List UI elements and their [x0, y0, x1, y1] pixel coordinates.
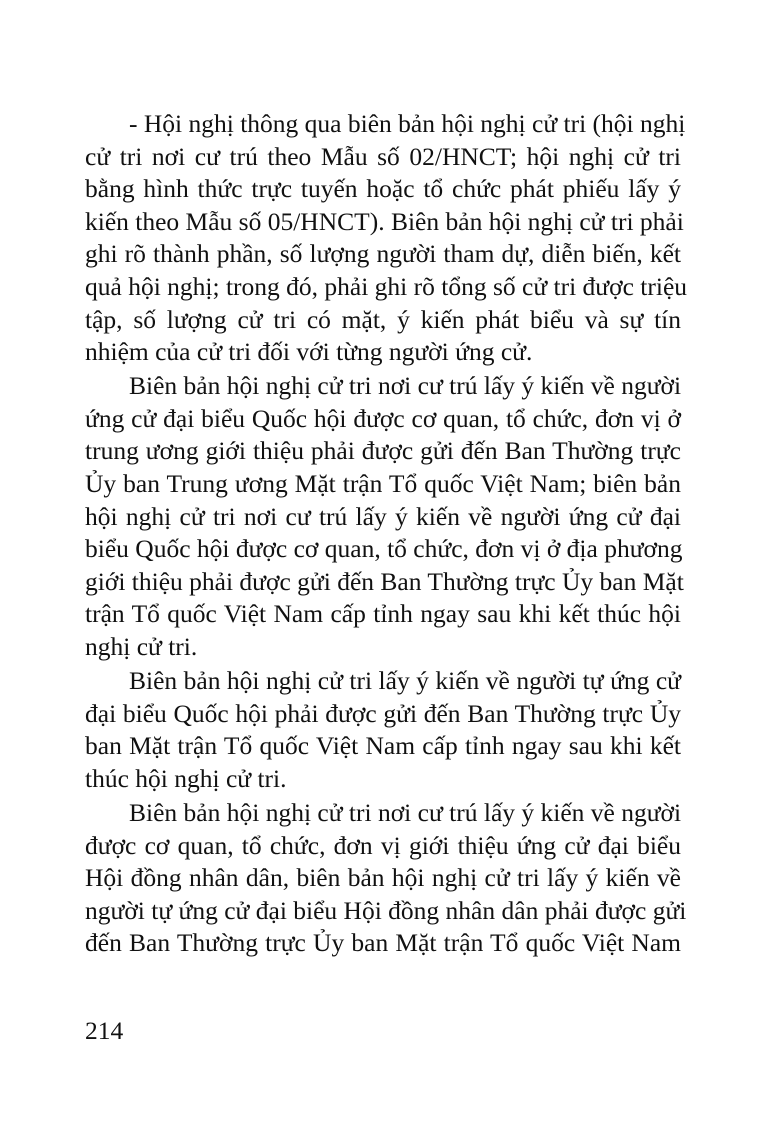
text-line: đại biểu Quốc hội phải được gửi đến Ban Thường trực Ủy [85, 698, 681, 728]
text-line: trận Tổ quốc Việt Nam cấp tỉnh ngay sau khi kết thúc hội [85, 599, 681, 629]
text-line: ứng cử đại biểu Quốc hội được cơ quan, tổ chức, đơn vị ở [85, 403, 681, 433]
paragraph [85, 108, 688, 369]
text-line: hội nghị cử tri nơi cư trú lấy ý kiến về người ứng cử đại [85, 501, 681, 531]
paragraph [85, 370, 684, 663]
text-line: Hội đồng nhân dân, biên bản hội nghị cử tri lấy ý kiến về [85, 863, 681, 893]
text-line: Biên bản hội nghị cử tri nơi cư trú lấy ý kiến về người [129, 797, 682, 827]
body-text [85, 108, 688, 961]
text-line: Ủy ban Trung ương Mặt trận Tổ quốc Việt Nam; biên bản [85, 469, 681, 499]
text-line: nghị cử tri. [85, 632, 198, 661]
text-line: tập, số lượng cử tri có mặt, ý kiến phát biểu và sự tín [85, 304, 681, 334]
text-line: cử tri nơi cư trú theo Mẫu số 02/HNCT; hội nghị cử tri [85, 141, 681, 171]
text-line: Biên bản hội nghị cử tri lấy ý kiến về người tự ứng cử [129, 666, 681, 696]
text-line: kiến theo Mẫu số 05/HNCT). Biên bản hội nghị cử tri phải [85, 206, 684, 236]
text-line: đến Ban Thường trực Ủy ban Mặt trận Tổ quốc Việt Nam [85, 928, 681, 958]
text-line: ghi rõ thành phần, số lượng người tham dự, diễn biến, kết [85, 239, 681, 269]
text-line: thúc hội nghị cử tri. [85, 763, 287, 793]
text-line: nhiệm của cử tri đối với từng người ứng cử. [85, 337, 533, 367]
text-line: - Hội nghị thông qua biên bản hội nghị cử tri (hội nghị [129, 109, 686, 138]
text-line: được cơ quan, tổ chức, đơn vị giới thiệu ứng cử đại biểu [85, 830, 681, 860]
page-number: 214 [85, 1016, 124, 1045]
text-line: quả hội nghị; trong đó, phải ghi rõ tổng số cử tri được triệu [85, 271, 688, 301]
paragraph [85, 797, 687, 960]
text-line: Biên bản hội nghị cử tri nơi cư trú lấy ý kiến về người [129, 371, 682, 401]
text-line: giới thiệu phải được gửi đến Ban Thường trực Ủy ban Mặt [85, 566, 684, 596]
text-line: bằng hình thức trực tuyến hoặc tổ chức phát phiếu lấy ý [85, 174, 681, 204]
text-line: người tự ứng cử đại biểu Hội đồng nhân dân phải được gửi [85, 895, 687, 925]
paragraph [85, 665, 681, 795]
text-line: biểu Quốc hội được cơ quan, tổ chức, đơn vị ở địa phương [85, 534, 683, 564]
text-line: trung ương giới thiệu phải được gửi đến Ban Thường trực [85, 436, 681, 466]
text-line: ban Mặt trận Tổ quốc Việt Nam cấp tỉnh ngay sau khi kết [85, 731, 681, 761]
